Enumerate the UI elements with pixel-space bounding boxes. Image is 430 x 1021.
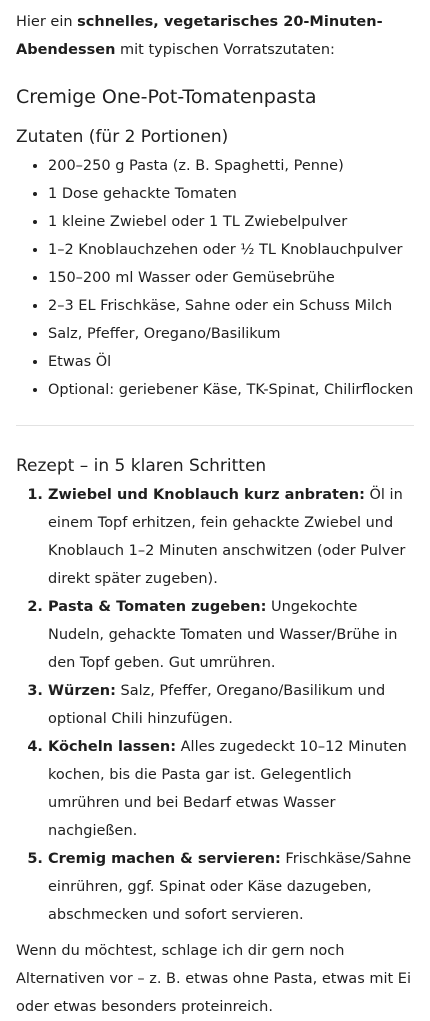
step-text: Ungekochte Nudeln, gehackte Tomaten und Wasser/Brühe in den Topf geben. Gut umrühren.: [48, 599, 398, 671]
step-text: Salz, Pfeffer, Oregano/Basilikum und optional Chili hinzufügen.: [48, 683, 386, 727]
step-text: Alles zugedeckt 10–12 Minuten kochen, bis die Pasta gar ist. Gelegentlich umrühren und bei Bedarf etwas Wasser nachgießen.: [48, 739, 407, 839]
step-title: Zwiebel und Knoblauch kurz anbraten:: [48, 487, 365, 503]
ingredients-list: [16, 152, 414, 404]
ingredient-item: • 1 kleine Zwiebel oder 1 TL Zwiebelpulver: [48, 208, 414, 236]
step-text: Frischkäse/Sahne einrühren, ggf. Spinat oder Käse dazugeben, abschmecken und sofort servieren.: [48, 851, 412, 923]
steps-list: [16, 481, 414, 929]
ingredients-section: [16, 122, 414, 404]
intro-text-before: Hier ein: [16, 14, 78, 30]
recipe-title: Cremige One-Pot-Tomatenpasta: [16, 86, 317, 108]
intro-bold: schnelles, vegetarisches 20-Minuten-Abendessen: [16, 14, 383, 58]
step-text: Öl in einem Topf erhitzen, fein gehackte Zwiebel und Knoblauch 1–2 Minuten anschwitzen (oder Pulver direkt später zugeben).: [48, 487, 406, 587]
ingredient-item: • 200–250 g Pasta (z. B. Spaghetti, Penne): [48, 152, 414, 180]
step-title: Cremig machen & servieren:: [48, 851, 281, 867]
intro-text-after: mit typischen Vorratszutaten:: [115, 42, 335, 58]
steps-section: [16, 451, 414, 929]
ingredient-item: • 1–2 Knoblauchzehen oder ½ TL Knoblauchpulver: [48, 236, 414, 264]
steps-heading: Rezept – in 5 klaren Schritten: [16, 456, 267, 476]
step-item: [48, 733, 414, 845]
ingredient-item: • 2–3 EL Frischkäse, Sahne oder ein Schuss Milch: [48, 292, 414, 320]
ingredient-item: • Optional: geriebener Käse, TK-Spinat, Chilirflocken: [48, 376, 414, 404]
ingredient-item: • Etwas Öl: [48, 348, 414, 376]
outro-paragraph: Wenn du möchtest, schlage ich dir gern noch Alternativen vor – z. B. etwas ohne Pasta, etwas mit Ei oder etwas besonders proteinreich.: [16, 943, 411, 1015]
step-item: [48, 677, 414, 733]
step-item: [48, 593, 414, 677]
step-title: Pasta & Tomaten zugeben:: [48, 599, 267, 615]
section-divider: [16, 425, 414, 426]
step-title: Köcheln lassen:: [48, 739, 177, 755]
ingredient-item: • 1 Dose gehackte Tomaten: [48, 180, 414, 208]
ingredients-heading: Zutaten (für 2 Portionen): [16, 127, 229, 147]
step-item: [48, 481, 414, 593]
step-item: [48, 845, 414, 929]
intro-paragraph: [16, 8, 414, 64]
ingredient-item: • Salz, Pfeffer, Oregano/Basilikum: [48, 320, 414, 348]
ingredient-item: • 150–200 ml Wasser oder Gemüsebrühe: [48, 264, 414, 292]
step-title: Würzen:: [48, 683, 116, 699]
